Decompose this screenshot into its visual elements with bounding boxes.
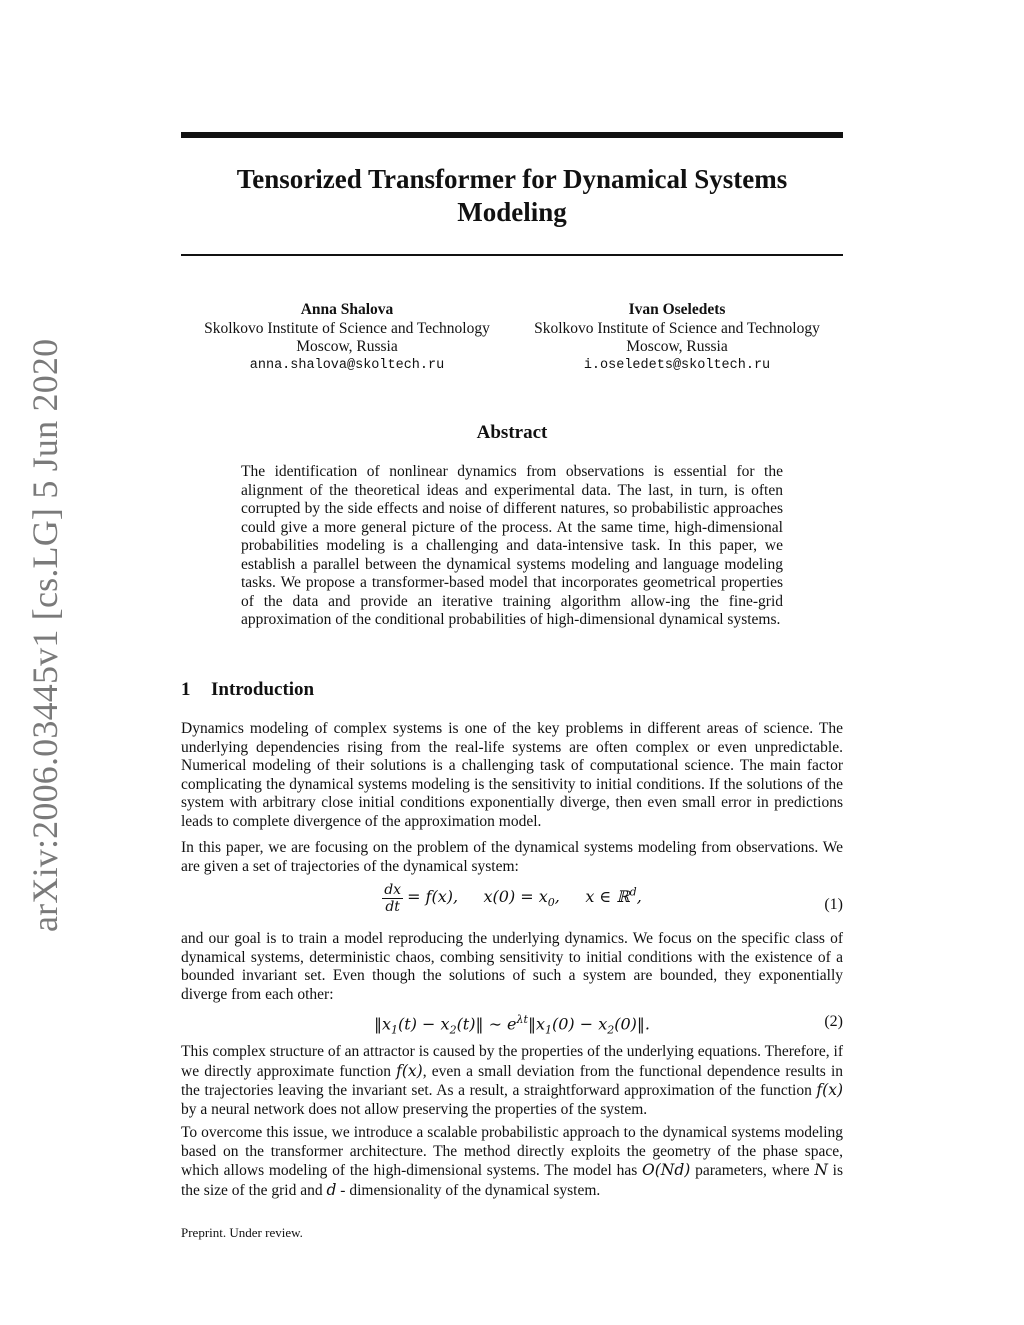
inline-math: O(Nd) [642,1161,691,1179]
author-block-2 [512,301,842,375]
author-block-1 [182,301,512,375]
derivative-fraction: $\frac{dx}{dt}$ [384,882,402,915]
inline-math: f(x) [816,1081,843,1099]
abstract-text: The identification of nonlinear dynamics from observations is essential for the alignment of the theoretical ideas and experimental data. The last, in turn, is often corrupted by the side effects and noise of different natures, so probabilistic approaches could give a more general picture of the process. At the same time, high-dimensional probabilities modeling is a challenging and data-intensive task. In this paper, we establish a parallel between the dynamical systems modeling and language modeling tasks. We propose a transformer-based model that incorporates geometrical properties of the data and provide an iterative training algorithm allow-ing the fine-grid approximation of the conditional probabilities of high-dimensional dynamical systems. [241,463,783,628]
footer-note: Preprint. Under review. [181,1225,303,1240]
title-bottom-rule [181,254,843,256]
intro-paragraph-2: In this paper, we are focusing on the problem of the dynamical systems modeling from observations. We are given a set of trajectories of the dynamical system: [181,839,843,875]
author-email: i.oseledets@skoltech.ru [583,357,771,373]
top-rule [181,132,843,138]
title-line-1: Tensorized Transformer for Dynamical Systems [236,164,788,194]
text-run: , even a small deviation from the functional dependence results in the trajectories leaving the invariant set. As a result, a straightforward approximation of the function [181,1062,843,1099]
section-title: Introduction [211,679,315,700]
text-run: by a neural network does not allow preserving the properties of the system. [181,1100,648,1118]
equation-2-body: $‖x_1(t)$ − $x_2(t)‖$ ∼ $e^{\lambda t}‖x_1(0)$ − $x_2(0)‖$. [374,1013,650,1037]
equation-1 [181,882,843,922]
author-location: Moscow, Russia [296,338,398,355]
text-run: This complex structure of an attractor is caused by the properties of the underlying equations. Therefore, if we directly approximate function [181,1043,843,1080]
section-number: 1 [181,679,191,700]
author-name: Anna Shalova [300,301,394,318]
abstract-heading: Abstract [476,422,548,443]
arxiv-stamp: arXiv:2006.03445v1 [cs.LG] 5 Jun 2020 [25,338,65,932]
intro-paragraph-5 [181,1124,843,1200]
intro-paragraph-3: and our goal is to train a model reproducing the underlying dynamics. We focus on the specific class of dynamical systems, deterministic chaos, combing sensitivity to initial conditions with the existence of a bounded invariant set. Even though the solutions of such a system are bounded, they exponentially diverge from each other: [181,930,843,1003]
inline-math: f(x) [396,1061,423,1080]
author-affiliation: Skolkovo Institute of Science and Technology [534,319,820,337]
author-email: anna.shalova@skoltech.ru [249,357,445,373]
text-run: - dimensionality of the dynamical system. [336,1181,601,1199]
text-run: To overcome this issue, we introduce a scalable probabilistic approach to the dynamical systems modeling based on the transformer architecture. The method directly exploits the geometry of the phase space, which allows modeling of the high-dimensional systems. The model has [181,1124,843,1179]
inline-math: N [814,1161,828,1179]
equation-1-body: $\frac{dx}{dt}$ = f(x), $x(0) = x_0$, x ∈ ℝ$^d$, [384,882,642,915]
text-run: is the size of the grid and [181,1162,843,1199]
author-affiliation: Skolkovo Institute of Science and Technology [204,319,490,337]
author-location: Moscow, Russia [626,338,728,355]
intro-paragraph-4 [181,1043,843,1119]
equation-2 [181,1013,843,1035]
paper-title [181,163,843,229]
inline-math: d [326,1180,337,1199]
intro-paragraph-1: Dynamics modeling of complex systems is one of the key problems in different areas of science. The underlying dependencies rising from the real-life systems are often complex or even unpredictable. Numerical modeling of their solutions is a challenging task of computational science. The main factor complicating the dynamical systems modeling is the sensitivity to initial conditions. If the solutions of the system with arbitrary close initial conditions exponentially diverge, then even small error in predictions leads to complete divergence of the approximation model. [181,720,843,830]
author-name: Ivan Oseledets [628,301,726,318]
equation-2-number: (2) [824,1013,843,1030]
text-run: parameters, where [690,1162,815,1179]
equation-1-number: (1) [824,896,843,913]
title-line-2: Modeling [457,197,567,227]
section-heading [181,679,314,701]
